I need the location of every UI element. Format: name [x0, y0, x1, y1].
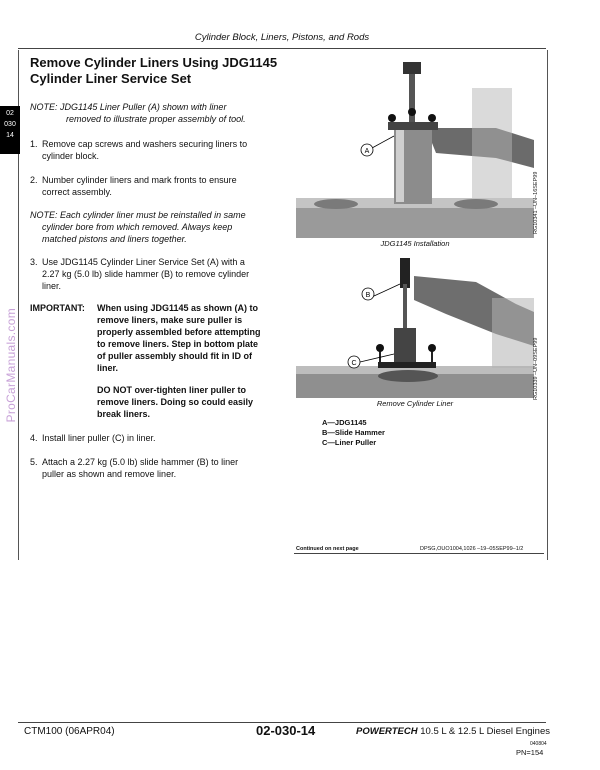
engine-title: 10.5 L & 12.5 L Diesel Engines	[417, 726, 550, 737]
legend-b: B—Slide Hammer	[322, 428, 385, 437]
continued-label: Continued on next page	[296, 546, 359, 552]
step-3	[30, 256, 282, 292]
page-header: Cylinder Block, Liners, Pistons, and Rods	[18, 28, 546, 49]
note-tool	[30, 101, 280, 125]
note-label: NOTE:	[30, 102, 58, 112]
step-number: 3.	[30, 257, 38, 267]
important-line: of puller assembly should fit in ID of	[97, 351, 253, 361]
important-line: to remove liners. Step in bottom plate	[97, 339, 259, 349]
slide-hammer	[400, 258, 410, 288]
step-number: 4.	[30, 433, 38, 443]
tab-line-3: 14	[6, 132, 14, 139]
tab-line-1: 02	[6, 110, 14, 117]
note-text: Each cylinder liner must be reinstalled in same	[60, 210, 246, 220]
step-text: cylinder block.	[42, 151, 100, 161]
figure-legend	[322, 418, 385, 448]
note-text-2: removed to illustrate proper assembly of tool.	[66, 114, 246, 124]
figure-2-id: RG10339 –UN–09SEP99	[533, 337, 539, 400]
footer-manual-id: CTM100 (06APR04)	[24, 726, 115, 737]
step-text: Use JDG1145 Cylinder Liner Service Set (A) with a	[42, 257, 245, 267]
step-5	[30, 456, 282, 480]
callout-b: B	[365, 292, 371, 299]
step-1	[30, 138, 282, 162]
important-text-1	[97, 302, 287, 374]
note-text: cylinder bore from which removed. Always keep	[42, 222, 233, 232]
watermark: ProCarManuals.com	[4, 308, 18, 423]
note-matched	[30, 209, 280, 245]
callout-c: C	[351, 360, 357, 367]
note-label: NOTE:	[30, 210, 58, 220]
legend-a: A—JDG1145	[322, 418, 367, 427]
engine-block	[296, 206, 534, 238]
brand-name: POWERTECH	[356, 726, 418, 737]
step-text: Install liner puller (C) in liner.	[42, 433, 156, 443]
section-tab	[0, 106, 20, 154]
continued-divider	[294, 553, 544, 554]
important-line: When using JDG1145 as shown (A) to	[97, 303, 259, 313]
important-line: liner.	[97, 363, 119, 373]
note-text: JDG1145 Liner Puller (A) shown with liner	[60, 102, 227, 112]
callout-a: A	[364, 148, 370, 155]
tab-line-2: 030	[4, 121, 16, 128]
step-number: 2.	[30, 175, 38, 185]
step-text: puller as shown and remove liner.	[42, 469, 177, 479]
figure-2-caption: Remove Cylinder Liner	[376, 399, 454, 408]
step-4	[30, 432, 282, 444]
important-line: properly assembled before attempting	[97, 327, 261, 337]
step-text: Number cylinder liners and mark fronts to ensure	[42, 175, 237, 185]
step-number: 1.	[30, 139, 38, 149]
important-line: DO NOT over-tighten liner puller to	[97, 385, 247, 395]
legend-c: C—Liner Puller	[322, 438, 377, 447]
step-text: Attach a 2.27 kg (5.0 lb) slide hammer (B) to liner	[42, 457, 239, 467]
title-line-2: Cylinder Liner Service Set	[30, 71, 192, 86]
figure-jdg1145-installation	[296, 58, 534, 238]
important-text-2	[97, 384, 287, 420]
important-line: break liners.	[97, 409, 151, 419]
step-text: liner.	[42, 281, 62, 291]
title-line-1: Remove Cylinder Liners Using JDG1145	[30, 55, 278, 70]
important-label: IMPORTANT:	[30, 303, 85, 313]
step-text: correct assembly.	[42, 187, 112, 197]
footer-pn: PN=154	[516, 748, 544, 757]
step-2	[30, 174, 282, 198]
step-text: 2.27 kg (5.0 lb) slide hammer (B) to remove cylinder	[42, 269, 250, 279]
footer-engine-title	[356, 726, 550, 737]
footer-date-code: 040804	[530, 741, 547, 747]
note-text: matched pistons and liners together.	[42, 234, 187, 244]
figure-1-id: RG10341 –UN–16SEP99	[533, 171, 539, 234]
section-title	[30, 55, 290, 87]
important-line: remove liners, make sure puller is	[97, 315, 243, 325]
document-id: DPSG,OUO1004,1026 –19–05SEP99–1/2	[420, 546, 524, 552]
step-text: Remove cap screws and washers securing liners to	[42, 139, 248, 149]
figure-remove-cylinder-liner	[296, 254, 534, 398]
important-line: remove liners. Doing so could easily	[97, 397, 254, 407]
step-number: 5.	[30, 457, 38, 467]
page-number: 02-030-14	[256, 723, 316, 738]
figure-1-caption: JDG1145 Installation	[380, 239, 450, 248]
